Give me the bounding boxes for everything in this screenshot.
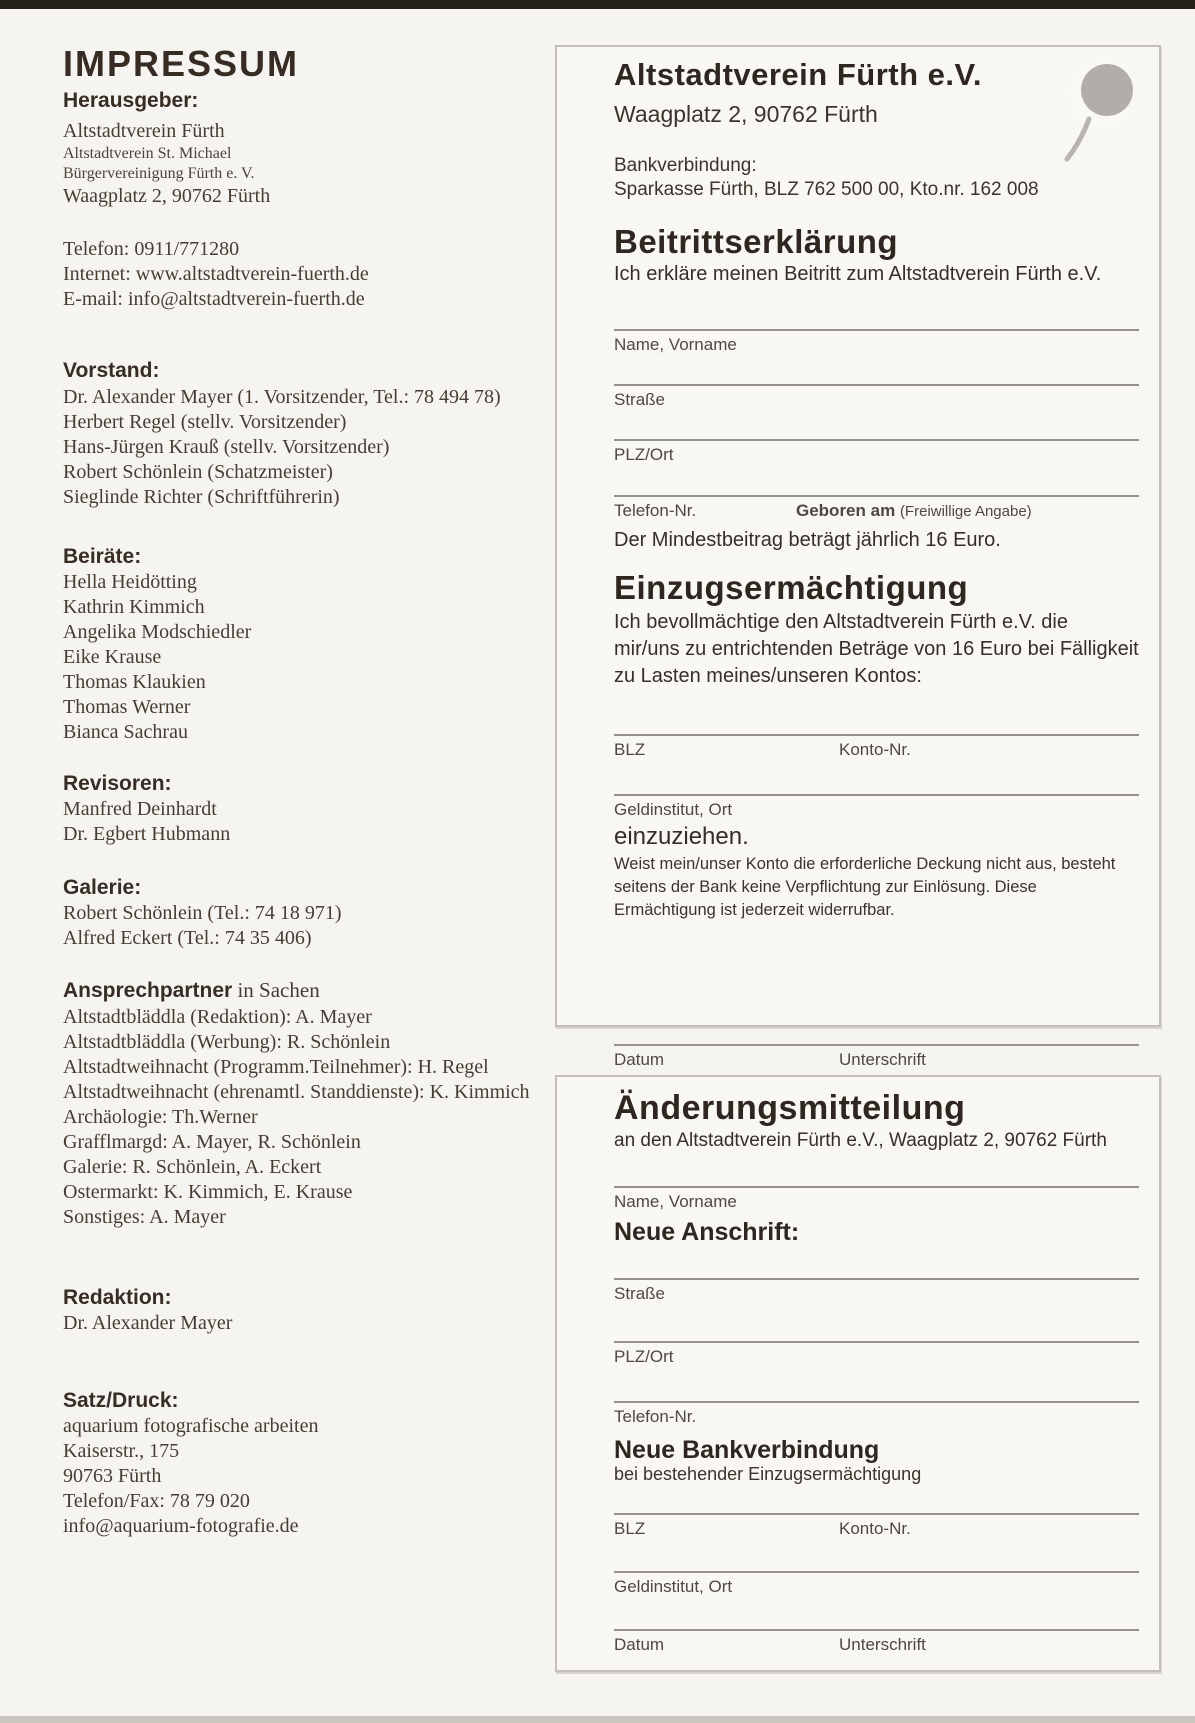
field-label-unterschrift: Unterschrift bbox=[839, 1049, 926, 1069]
section-heading: Galerie: bbox=[63, 876, 142, 899]
field-label: Straße bbox=[614, 390, 666, 410]
field-label-datum: Datum bbox=[614, 1635, 665, 1655]
list-item: Kathrin Kimmich bbox=[63, 595, 205, 618]
list-item: Dr. Alexander Mayer bbox=[63, 1311, 233, 1334]
list-item: aquarium fotografische arbeiten bbox=[63, 1415, 319, 1437]
einziehen-text: einzuziehen. bbox=[614, 822, 749, 850]
org-title: Altstadtverein Fürth e.V. bbox=[614, 57, 982, 92]
section-heading: Vorstand: bbox=[63, 359, 160, 383]
impressum-column bbox=[63, 43, 543, 1539]
beitritt-subtitle: Ich erkläre meinen Beitritt zum Altstadtverein Fürth e.V. bbox=[614, 262, 1102, 285]
list-item: Kaiserstr., 175 bbox=[63, 1440, 180, 1462]
section-heading: Beiräte: bbox=[63, 544, 142, 568]
disclaimer-text: Weist mein/unser Konto die erforderliche Deckung nicht aus, besteht seitens der Bank keine Verpflichtung zur Einlösung. Diese Ermächtigung ist jederzeit widerrufbar. bbox=[614, 854, 1116, 919]
min-fee-note: Der Mindestbeitrag beträgt jährlich 16 Euro. bbox=[614, 529, 1001, 552]
satz-druck-list bbox=[63, 1414, 543, 1539]
field-label-konto: Konto-Nr. bbox=[839, 739, 911, 759]
list-item: Bianca Sachrau bbox=[63, 720, 188, 743]
form-field-telefon-geboren bbox=[614, 495, 1139, 521]
form-field-blz-konto bbox=[614, 734, 1139, 760]
section-herausgeber bbox=[63, 88, 543, 312]
form-field-strasse bbox=[614, 1278, 1139, 1304]
list-item: Sieglinde Richter (Schriftführerin) bbox=[63, 485, 340, 508]
list-item: Galerie: R. Schönlein, A. Eckert bbox=[63, 1155, 322, 1178]
magnifier-logo-icon bbox=[1045, 57, 1145, 167]
field-label-konto: Konto-Nr. bbox=[839, 1518, 911, 1538]
form-field-plz-ort bbox=[614, 439, 1139, 465]
list-item: Eike Krause bbox=[63, 645, 162, 668]
neue-anschrift-heading: Neue Anschrift: bbox=[614, 1217, 800, 1246]
field-label-geboren bbox=[796, 501, 1032, 521]
field-label-blz: BLZ bbox=[614, 739, 646, 759]
list-item: Thomas Klaukien bbox=[63, 670, 206, 693]
field-label-unterschrift: Unterschrift bbox=[839, 1635, 926, 1655]
field-label: Straße bbox=[614, 1284, 666, 1304]
field-label: PLZ/Ort bbox=[614, 1346, 674, 1366]
publisher-org-3: Bürgervereinigung Fürth e. V. bbox=[63, 165, 255, 183]
bank-label: Bankverbindung: bbox=[614, 154, 757, 176]
field-label: Name, Vorname bbox=[614, 1192, 737, 1212]
form-field-name bbox=[614, 1186, 1139, 1212]
list-item: Sonstiges: A. Mayer bbox=[63, 1205, 226, 1228]
list-item: Hans-Jürgen Krauß (stellv. Vorsitzender) bbox=[63, 435, 390, 458]
list-item: Manfred Deinhardt bbox=[63, 798, 217, 820]
form-field-datum-unterschrift bbox=[614, 1044, 1139, 1070]
publisher-org-2: Altstadtverein St. Michael bbox=[63, 145, 232, 163]
list-item: Ostermarkt: K. Kimmich, E. Krause bbox=[63, 1180, 353, 1203]
section-heading: Redaktion: bbox=[63, 1285, 172, 1309]
list-item: Herbert Regel (stellv. Vorsitzender) bbox=[63, 410, 347, 433]
change-notice-box bbox=[555, 1075, 1161, 1672]
form-field-strasse bbox=[614, 384, 1139, 410]
form-field-telefon bbox=[614, 1401, 1139, 1427]
section-ansprechpartner bbox=[63, 977, 543, 1229]
field-label: Geldinstitut, Ort bbox=[614, 800, 733, 820]
list-item: Robert Schönlein (Schatzmeister) bbox=[63, 460, 333, 483]
form-field-geldinstitut bbox=[614, 1571, 1139, 1597]
list-item: Dr. Egbert Hubmann bbox=[63, 823, 231, 845]
section-beiraete bbox=[63, 544, 543, 745]
list-item: Archäologie: Th.Werner bbox=[63, 1105, 258, 1128]
section-heading-rest: in Sachen bbox=[232, 978, 320, 1003]
section-heading: Herausgeber: bbox=[63, 89, 199, 112]
form-field-datum-unterschrift bbox=[614, 1629, 1139, 1655]
section-revisoren bbox=[63, 771, 543, 847]
section-vorstand bbox=[63, 358, 543, 509]
list-item: Thomas Werner bbox=[63, 695, 191, 718]
spacer bbox=[63, 209, 543, 237]
page-top-edge bbox=[0, 0, 1195, 9]
list-item: Dr. Alexander Mayer (1. Vorsitzender, Tel.: 78 494 78) bbox=[63, 385, 501, 408]
list-item: Altstadtweihnacht (Programm.Teilnehmer): H. Regel bbox=[63, 1055, 489, 1078]
beitritt-title: Beitrittserklärung bbox=[614, 223, 899, 261]
list-item: 90763 Fürth bbox=[63, 1465, 162, 1487]
einzug-title: Einzugsermächtigung bbox=[614, 569, 969, 607]
field-label-telefon: Telefon-Nr. bbox=[614, 500, 697, 520]
change-title: Änderungsmitteilung bbox=[614, 1089, 966, 1127]
neue-bank-heading: Neue Bankverbindung bbox=[614, 1435, 880, 1464]
section-heading: Satz/Druck: bbox=[63, 1388, 179, 1412]
section-heading-bold: Ansprechpartner bbox=[63, 979, 233, 1003]
impressum-title: IMPRESSUM bbox=[63, 43, 300, 84]
ansprechpartner-list bbox=[63, 1005, 543, 1230]
membership-form-box bbox=[555, 45, 1161, 1069]
change-subtitle: an den Altstadtverein Fürth e.V., Waagplatz 2, 90762 Fürth bbox=[614, 1129, 1107, 1151]
beiraete-list bbox=[63, 570, 543, 745]
publisher-email: E-mail: info@altstadtverein-fuerth.de bbox=[63, 288, 365, 311]
geboren-label: Geboren am bbox=[796, 500, 896, 520]
list-item: Telefon/Fax: 78 79 020 bbox=[63, 1490, 250, 1512]
list-item: Hella Heidötting bbox=[63, 570, 197, 593]
publisher-internet: Internet: www.altstadtverein-fuerth.de bbox=[63, 263, 369, 286]
form-field-name bbox=[614, 329, 1139, 355]
vorstand-list bbox=[63, 385, 543, 510]
form-field-plz-ort bbox=[614, 1341, 1139, 1367]
publisher-org: Altstadtverein Fürth bbox=[63, 120, 225, 143]
form-field-geldinstitut bbox=[614, 794, 1139, 820]
page-bottom-edge bbox=[0, 1716, 1195, 1723]
section-galerie bbox=[63, 875, 543, 951]
bank-detail: Sparkasse Fürth, BLZ 762 500 00, Kto.nr. 162 008 bbox=[614, 179, 1039, 201]
list-item: Alfred Eckert (Tel.: 74 35 406) bbox=[63, 927, 312, 950]
org-address: Waagplatz 2, 90762 Fürth bbox=[614, 100, 878, 127]
list-item: Altstadtweihnacht (ehrenamtl. Standdienste): K. Kimmich bbox=[63, 1080, 530, 1103]
revisoren-list bbox=[63, 797, 543, 847]
geboren-note: (Freiwillige Angabe) bbox=[899, 502, 1032, 520]
section-heading: Revisoren: bbox=[63, 771, 172, 795]
field-label: Name, Vorname bbox=[614, 334, 737, 354]
field-label: Geldinstitut, Ort bbox=[614, 1576, 733, 1596]
list-item: Altstadtbläddla (Werbung): R. Schönlein bbox=[63, 1030, 391, 1053]
list-item: info@aquarium-fotografie.de bbox=[63, 1515, 299, 1537]
redaktion-list bbox=[63, 1311, 543, 1336]
section-redaktion bbox=[63, 1285, 543, 1336]
section-heading bbox=[63, 977, 543, 1004]
section-satz-druck bbox=[63, 1388, 543, 1539]
publisher-telefon: Telefon: 0911/771280 bbox=[63, 238, 240, 261]
list-item: Altstadtbläddla (Redaktion): A. Mayer bbox=[63, 1005, 372, 1028]
field-label-blz: BLZ bbox=[614, 1518, 646, 1538]
galerie-list bbox=[63, 901, 543, 951]
list-item: Angelika Modschiedler bbox=[63, 620, 252, 643]
publisher-address: Waagplatz 2, 90762 Fürth bbox=[63, 185, 271, 208]
list-item: Robert Schönlein (Tel.: 74 18 971) bbox=[63, 902, 342, 925]
list-item: Grafflmargd: A. Mayer, R. Schönlein bbox=[63, 1130, 361, 1153]
field-label: PLZ/Ort bbox=[614, 445, 674, 465]
field-label-datum: Datum bbox=[614, 1049, 665, 1069]
neue-bank-note: bei bestehender Einzugsermächtigung bbox=[614, 1464, 922, 1484]
field-label: Telefon-Nr. bbox=[614, 1407, 697, 1427]
form-field-blz-konto bbox=[614, 1513, 1139, 1539]
einzug-text: Ich bevollmächtige den Altstadtverein Fürth e.V. die mir/uns zu entrichtenden Beträge von 16 Euro bei Fälligkeit zu Lasten meines/unseren Kontos: bbox=[614, 610, 1139, 687]
